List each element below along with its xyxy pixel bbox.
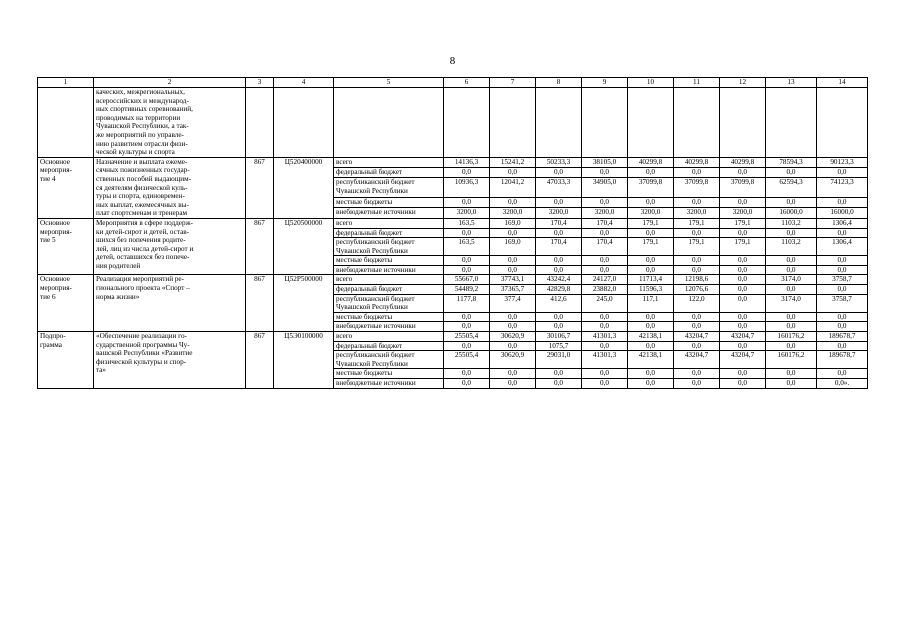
- amount-cell: 0,0: [720, 256, 766, 266]
- amount-cell: 0,0: [582, 322, 628, 332]
- amount-cell: 10936,3: [444, 178, 490, 198]
- amount-cell: 42829,8: [536, 285, 582, 295]
- amount-cell: 3200,0: [720, 208, 766, 218]
- amount-cell: 3758,7: [817, 275, 868, 285]
- amount-cell: 40299,8: [628, 157, 674, 167]
- amount-cell: 25505,4: [444, 351, 490, 369]
- funding-source-cell: федеральный бюджет: [334, 228, 444, 238]
- grbs-cell: 867: [246, 157, 274, 218]
- amount-cell: 0,0: [674, 322, 720, 332]
- funding-source-cell: всего: [334, 275, 444, 285]
- amount-cell: 0,0: [766, 369, 817, 379]
- measure-name-cell: Назначение и выплата ежеме- сячных пожизненных государ- ственных пособий выдающим- ся деятелям физической куль- туры и спорта, единовремен- ных выплат, ежемесячных вы- плат спортсменам и тренерам: [94, 157, 246, 218]
- column-number: 8: [536, 78, 582, 88]
- grbs-cell: 867: [246, 275, 274, 332]
- amount-cell: 43204,7: [674, 351, 720, 369]
- funding-source-cell: федеральный бюджет: [334, 341, 444, 351]
- amount-cell: 3758,7: [817, 294, 868, 312]
- amount-cell: 41301,3: [582, 351, 628, 369]
- column-number: 13: [766, 78, 817, 88]
- amount-cell: 0,0: [674, 379, 720, 389]
- amount-cell: 0,0: [817, 341, 868, 351]
- amount-cell: 0,0: [582, 256, 628, 266]
- amount-cell: 0,0: [490, 168, 536, 178]
- amount-cell: 23882,0: [582, 285, 628, 295]
- amount-cell: 170,4: [536, 218, 582, 228]
- amount-cell: 37365,7: [490, 285, 536, 295]
- amount-cell: 0,0: [490, 256, 536, 266]
- amount-cell: 41301,3: [582, 332, 628, 342]
- amount-cell: 42138,1: [628, 351, 674, 369]
- amount-cell: 0,0: [766, 198, 817, 208]
- status-type-cell: Подпро- грамма: [38, 332, 94, 389]
- amount-cell: 0,0: [766, 265, 817, 275]
- amount-cell: 0,0: [490, 312, 536, 322]
- amount-cell: 0,0: [674, 228, 720, 238]
- amount-cell: 0,0: [720, 341, 766, 351]
- amount-cell: 0,0: [720, 369, 766, 379]
- empty-cell: [444, 88, 490, 158]
- amount-cell: 37099,8: [628, 178, 674, 198]
- amount-cell: 160176,2: [766, 351, 817, 369]
- amount-cell: 40299,8: [720, 157, 766, 167]
- amount-cell: 0,0: [720, 228, 766, 238]
- funding-source-cell: местные бюджеты: [334, 312, 444, 322]
- amount-cell: 0,0: [628, 312, 674, 322]
- amount-cell: 0,0: [817, 256, 868, 266]
- funding-source-cell: местные бюджеты: [334, 256, 444, 266]
- amount-cell: 189678,7: [817, 351, 868, 369]
- amount-cell: 0,0: [444, 322, 490, 332]
- amount-cell: 0,0: [720, 379, 766, 389]
- empty-cell: [274, 88, 334, 158]
- amount-cell: 0,0: [766, 256, 817, 266]
- amount-cell: 0,0: [536, 369, 582, 379]
- amount-cell: 0,0: [444, 228, 490, 238]
- amount-cell: 24127,0: [582, 275, 628, 285]
- amount-cell: 0,0: [582, 369, 628, 379]
- amount-cell: 37099,8: [720, 178, 766, 198]
- amount-cell: 29031,0: [536, 351, 582, 369]
- amount-cell: 179,1: [720, 218, 766, 228]
- amount-cell: 0,0: [536, 228, 582, 238]
- empty-cell: [490, 88, 536, 158]
- funding-source-cell: республиканский бюджет Чувашской Республики: [334, 178, 444, 198]
- status-type-cell: Основное мероприя- тие 5: [38, 218, 94, 275]
- column-number: 12: [720, 78, 766, 88]
- column-number: 10: [628, 78, 674, 88]
- amount-cell: 0,0: [628, 168, 674, 178]
- amount-cell: 245,0: [582, 294, 628, 312]
- amount-cell: 0,0: [817, 265, 868, 275]
- measure-name-cell: «Обеспечение реализации го- сударственной программы Чу- вашской Республики «Развитие физической культуры и спор- та»: [94, 332, 246, 389]
- amount-cell: 0,0: [720, 168, 766, 178]
- amount-cell: 0,0: [536, 198, 582, 208]
- amount-cell: 37099,8: [674, 178, 720, 198]
- amount-cell: 179,1: [720, 238, 766, 256]
- empty-cell: [334, 88, 444, 158]
- amount-cell: 3174,0: [766, 294, 817, 312]
- empty-cell: [246, 88, 274, 158]
- amount-cell: 0,0: [628, 265, 674, 275]
- funding-source-cell: местные бюджеты: [334, 198, 444, 208]
- amount-cell: 3200,0: [490, 208, 536, 218]
- amount-cell: 0,0: [536, 379, 582, 389]
- column-number: 11: [674, 78, 720, 88]
- amount-cell: 0,0: [628, 369, 674, 379]
- amount-cell: 117,1: [628, 294, 674, 312]
- amount-cell: 169,0: [490, 238, 536, 256]
- amount-cell: 54489,2: [444, 285, 490, 295]
- amount-cell: 12198,6: [674, 275, 720, 285]
- amount-cell: 170,4: [582, 218, 628, 228]
- amount-cell: 0,0: [582, 228, 628, 238]
- amount-cell: 0,0: [628, 198, 674, 208]
- amount-cell: 1306,4: [817, 238, 868, 256]
- amount-cell: 0,0: [444, 379, 490, 389]
- funding-source-cell: республиканский бюджет Чувашской Республики: [334, 238, 444, 256]
- amount-cell: 0,0: [674, 312, 720, 322]
- grbs-cell: 867: [246, 218, 274, 275]
- amount-cell: 0,0: [766, 341, 817, 351]
- amount-cell: 0,0: [536, 168, 582, 178]
- amount-cell: 42138,1: [628, 332, 674, 342]
- empty-cell: [536, 88, 582, 158]
- column-number: 6: [444, 78, 490, 88]
- amount-cell: 38105,0: [582, 157, 628, 167]
- column-number: 4: [274, 78, 334, 88]
- amount-cell: 0,0: [766, 285, 817, 295]
- amount-cell: 1103,2: [766, 218, 817, 228]
- amount-cell: 0,0: [490, 265, 536, 275]
- amount-cell: 0,0: [582, 168, 628, 178]
- classification-code-cell: Ц520400000: [274, 157, 334, 218]
- funding-source-cell: всего: [334, 157, 444, 167]
- amount-cell: 0,0: [444, 369, 490, 379]
- funding-source-cell: всего: [334, 218, 444, 228]
- column-number: 1: [38, 78, 94, 88]
- amount-cell: 40299,8: [674, 157, 720, 167]
- amount-cell: 0,0: [817, 198, 868, 208]
- continuation-type-cell: [38, 88, 94, 158]
- amount-cell: 3200,0: [582, 208, 628, 218]
- amount-cell: 0,0: [490, 369, 536, 379]
- amount-cell: 0,0: [582, 198, 628, 208]
- classification-code-cell: Ц520500000: [274, 218, 334, 275]
- amount-cell: 0,0: [490, 341, 536, 351]
- column-number: 7: [490, 78, 536, 88]
- amount-cell: 30620,9: [490, 332, 536, 342]
- amount-cell: 30620,9: [490, 351, 536, 369]
- amount-cell: 43204,7: [674, 332, 720, 342]
- amount-cell: 122,0: [674, 294, 720, 312]
- amount-cell: 0,0: [766, 168, 817, 178]
- amount-cell: 25505,4: [444, 332, 490, 342]
- empty-cell: [582, 88, 628, 158]
- amount-cell: 0,0: [720, 312, 766, 322]
- table-row: [38, 157, 868, 167]
- amount-cell: 3200,0: [536, 208, 582, 218]
- amount-cell: 12076,6: [674, 285, 720, 295]
- amount-cell: 0,0: [536, 312, 582, 322]
- amount-cell: 11596,3: [628, 285, 674, 295]
- amount-cell: 1177,8: [444, 294, 490, 312]
- amount-cell: 412,6: [536, 294, 582, 312]
- amount-cell: 0,0: [817, 285, 868, 295]
- amount-cell: 0,0: [720, 285, 766, 295]
- funding-source-cell: внебюджетные источники: [334, 379, 444, 389]
- budget-table-body: [38, 78, 868, 389]
- amount-cell: 30106,7: [536, 332, 582, 342]
- column-number: 9: [582, 78, 628, 88]
- amount-cell: 0,0: [444, 265, 490, 275]
- amount-cell: 0,0: [444, 198, 490, 208]
- amount-cell: 14136,3: [444, 157, 490, 167]
- amount-cell: 3200,0: [444, 208, 490, 218]
- empty-cell: [817, 88, 868, 158]
- amount-cell: 12041,2: [490, 178, 536, 198]
- amount-cell: 50233,3: [536, 157, 582, 167]
- amount-cell: 0,0: [444, 312, 490, 322]
- funding-source-cell: всего: [334, 332, 444, 342]
- amount-cell: 78594,3: [766, 157, 817, 167]
- amount-cell: 0,0: [817, 322, 868, 332]
- amount-cell: 0,0: [582, 341, 628, 351]
- amount-cell: 179,1: [628, 238, 674, 256]
- table-row: [38, 332, 868, 342]
- amount-cell: 169,0: [490, 218, 536, 228]
- amount-cell: 37743,1: [490, 275, 536, 285]
- amount-cell: 163,5: [444, 238, 490, 256]
- amount-cell: 47033,3: [536, 178, 582, 198]
- amount-cell: 11713,4: [628, 275, 674, 285]
- amount-cell: 179,1: [674, 218, 720, 228]
- amount-cell: 170,4: [582, 238, 628, 256]
- amount-cell: 3200,0: [674, 208, 720, 218]
- amount-cell: 0,0: [674, 369, 720, 379]
- amount-cell: 0,0: [444, 341, 490, 351]
- amount-cell: 55667,0: [444, 275, 490, 285]
- amount-cell: 16000,0: [766, 208, 817, 218]
- amount-cell: 0,0».: [817, 379, 868, 389]
- page-number: 8: [449, 55, 456, 67]
- funding-source-cell: внебюджетные источники: [334, 265, 444, 275]
- amount-cell: 0,0: [628, 256, 674, 266]
- funding-source-cell: федеральный бюджет: [334, 168, 444, 178]
- amount-cell: 62594,3: [766, 178, 817, 198]
- measure-name-cell: Реализация мероприятий ре- гионального проекта «Спорт – норма жизни»: [94, 275, 246, 332]
- empty-cell: [674, 88, 720, 158]
- amount-cell: 0,0: [444, 168, 490, 178]
- classification-code-cell: Ц5Э0100000: [274, 332, 334, 389]
- empty-cell: [766, 88, 817, 158]
- amount-cell: 0,0: [674, 265, 720, 275]
- amount-cell: 0,0: [582, 265, 628, 275]
- amount-cell: 0,0: [817, 168, 868, 178]
- amount-cell: 0,0: [490, 379, 536, 389]
- amount-cell: 0,0: [720, 198, 766, 208]
- measure-name-cell: Мероприятия в сфере поддерж- ки детей-сирот и детей, остав- шихся без попечения родите- лей, лиц из числа детей-сирот и детей, оставшихся без попече- ния родителей: [94, 218, 246, 275]
- grbs-cell: 867: [246, 332, 274, 389]
- funding-source-cell: федеральный бюджет: [334, 285, 444, 295]
- empty-cell: [720, 88, 766, 158]
- amount-cell: 1306,4: [817, 218, 868, 228]
- amount-cell: 15241,2: [490, 157, 536, 167]
- amount-cell: 0,0: [674, 198, 720, 208]
- amount-cell: 0,0: [536, 322, 582, 332]
- amount-cell: 377,4: [490, 294, 536, 312]
- amount-cell: 0,0: [444, 256, 490, 266]
- column-number-row: [38, 78, 868, 88]
- amount-cell: 0,0: [582, 379, 628, 389]
- classification-code-cell: Ц52P500000: [274, 275, 334, 332]
- amount-cell: 0,0: [490, 322, 536, 332]
- funding-source-cell: внебюджетные источники: [334, 322, 444, 332]
- amount-cell: 0,0: [720, 265, 766, 275]
- amount-cell: 0,0: [628, 341, 674, 351]
- funding-source-cell: местные бюджеты: [334, 369, 444, 379]
- amount-cell: 0,0: [582, 312, 628, 322]
- amount-cell: 43204,7: [720, 332, 766, 342]
- amount-cell: 0,0: [817, 312, 868, 322]
- table-row: [38, 275, 868, 285]
- table-row: [38, 218, 868, 228]
- amount-cell: 170,4: [536, 238, 582, 256]
- amount-cell: 0,0: [720, 322, 766, 332]
- funding-source-cell: внебюджетные источники: [334, 208, 444, 218]
- amount-cell: 0,0: [628, 228, 674, 238]
- amount-cell: 0,0: [628, 322, 674, 332]
- amount-cell: 1103,2: [766, 238, 817, 256]
- column-number: 3: [246, 78, 274, 88]
- column-number: 2: [94, 78, 246, 88]
- amount-cell: 0,0: [720, 294, 766, 312]
- amount-cell: 0,0: [766, 379, 817, 389]
- amount-cell: 74123,3: [817, 178, 868, 198]
- amount-cell: 1075,7: [536, 341, 582, 351]
- amount-cell: 0,0: [674, 341, 720, 351]
- amount-cell: 163,5: [444, 218, 490, 228]
- continuation-row: [38, 88, 868, 158]
- amount-cell: 179,1: [628, 218, 674, 228]
- amount-cell: 0,0: [536, 265, 582, 275]
- status-type-cell: Основное мероприя- тие 4: [38, 157, 94, 218]
- amount-cell: 160176,2: [766, 332, 817, 342]
- status-type-cell: Основное мероприя- тие 6: [38, 275, 94, 332]
- amount-cell: 3174,0: [766, 275, 817, 285]
- amount-cell: 3200,0: [628, 208, 674, 218]
- funding-source-cell: республиканский бюджет Чувашской Республики: [334, 294, 444, 312]
- amount-cell: 0,0: [490, 198, 536, 208]
- continuation-name-cell: каческих, межрегиональных, всероссийских и международ- ных спортивных соревнований, проводимых на территории Чувашской Республики, а так- же мероприятий по управле- нию развитием отрасли физи- ческой культуры и спорта: [94, 88, 246, 158]
- amount-cell: 0,0: [628, 379, 674, 389]
- amount-cell: 0,0: [536, 256, 582, 266]
- funding-source-cell: республиканский бюджет Чувашской Республики: [334, 351, 444, 369]
- empty-cell: [628, 88, 674, 158]
- amount-cell: 0,0: [766, 322, 817, 332]
- amount-cell: 0,0: [766, 312, 817, 322]
- amount-cell: 0,0: [720, 275, 766, 285]
- amount-cell: 34905,0: [582, 178, 628, 198]
- amount-cell: 43242,4: [536, 275, 582, 285]
- budget-table: [37, 77, 868, 389]
- amount-cell: 189678,7: [817, 332, 868, 342]
- amount-cell: 0,0: [766, 228, 817, 238]
- amount-cell: 0,0: [817, 228, 868, 238]
- amount-cell: 43204,7: [720, 351, 766, 369]
- amount-cell: 179,1: [674, 238, 720, 256]
- amount-cell: 0,0: [674, 256, 720, 266]
- column-number: 5: [334, 78, 444, 88]
- amount-cell: 0,0: [674, 168, 720, 178]
- amount-cell: 16000,0: [817, 208, 868, 218]
- amount-cell: 0,0: [490, 228, 536, 238]
- column-number: 14: [817, 78, 868, 88]
- amount-cell: 90123,3: [817, 157, 868, 167]
- amount-cell: 0,0: [817, 369, 868, 379]
